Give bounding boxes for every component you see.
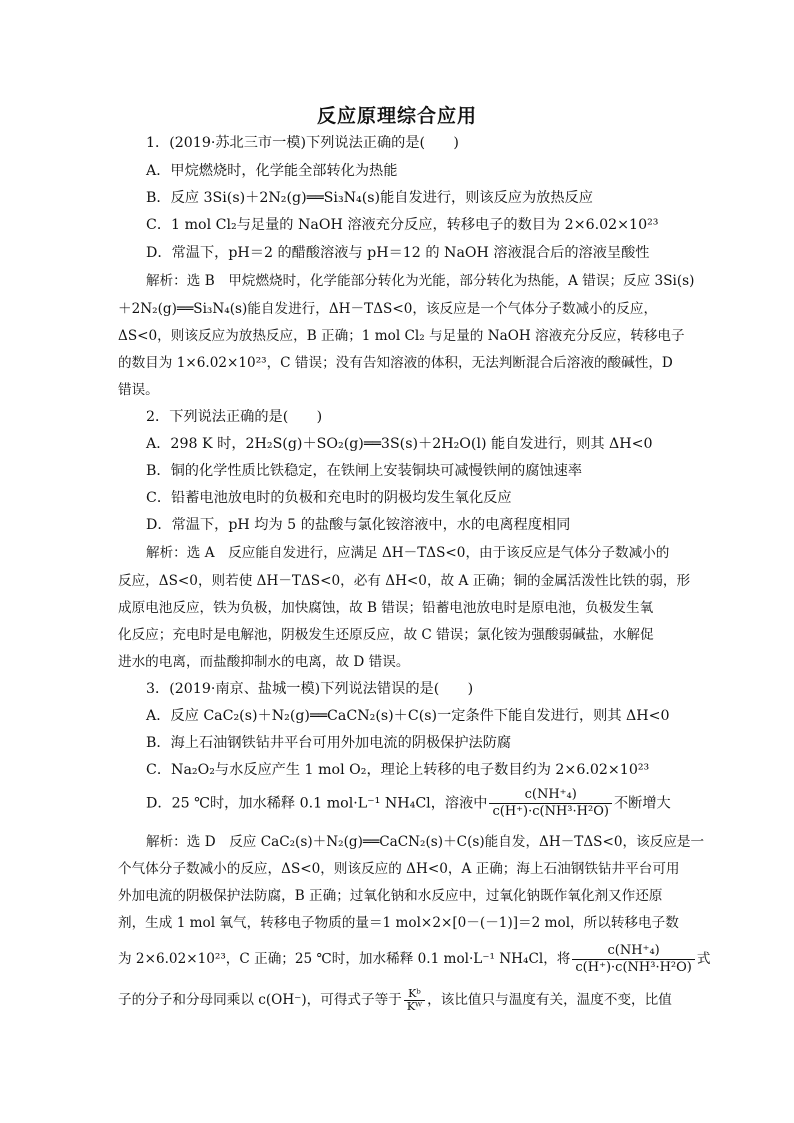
question-2-explanation-line: 解析：选 A 反应能自发进行，应满足 ΔH－TΔS<0，由于该反应是气体分子数减小的: [146, 545, 670, 561]
question-1-explanation-line: ＋2N₂(g)══Si₃N₄(s)能自发进行，ΔH－TΔS<0，该反应是一个气体分子数减小的反应，: [118, 301, 658, 317]
question-1-option-c: C．1 mol Cl₂与足量的 NaOH 溶液充分反应，转移电子的数目为 2×6.02×10²³: [146, 217, 659, 233]
fraction-denominator: Kᵂ: [406, 1000, 423, 1013]
equilibrium-constant-fraction: [404, 988, 425, 1013]
question-2-explanation-line: 反应，ΔS<0，则若使 ΔH－TΔS<0，必有 ΔH<0，故 A 正确；铜的金属活泼性比铁的弱，形: [118, 573, 691, 589]
question-2-option-d: D．常温下，pH 均为 5 的盐酸与氯化铵溶液中，水的电离程度相同: [146, 517, 571, 533]
question-2-option-a: A．298 K 时，2H₂S(g)＋SO₂(g)══3S(s)＋2H₂O(l) 能自发进行，则其 ΔH<0: [146, 436, 653, 452]
explanation-text: 子的分子和分母同乘以 c(OH⁻)，可得式子等于: [118, 992, 402, 1008]
question-2-stem: 2．下列说法正确的是( ): [146, 409, 323, 425]
option-d-text-end: 不断增大: [613, 795, 671, 812]
question-1-explanation-line: ΔS<0，则该反应为放热反应，B 正确；1 mol Cl₂ 与足量的 NaOH 溶液充分反应，转移电子: [118, 328, 685, 344]
concentration-ratio-fraction: [489, 787, 611, 820]
explanation-text: 为 2×6.02×10²³，C 正确；25 ℃时，加水稀释 0.1 mol·L⁻¹ NH₄Cl，将: [118, 951, 571, 967]
question-1-explanation-line: 的数目为 1×6.02×10²³，C 错误；没有告知溶液的体积，无法判断混合后溶液的酸碱性，D: [118, 355, 673, 371]
question-2-explanation-line: 化反应；充电时是电解池，阴极发生还原反应，故 C 错误；氯化铵为强酸弱碱盐，水解促: [118, 627, 654, 643]
question-1-explanation-line: 解析：选 B 甲烷燃烧时，化学能部分转化为光能，部分转化为热能，A 错误；反应 3Si(s): [146, 273, 695, 289]
question-2-option-b: B．铜的化学性质比铁稳定，在铁闸上安装铜块可减慢铁闸的腐蚀速率: [146, 463, 583, 479]
question-3-option-c: C．Na₂O₂与水反应产生 1 mol O₂，理论上转移的电子数目约为 2×6.02×10²³: [146, 762, 650, 778]
question-3-stem: 3．(2019·南京、盐城一模)下列说法错误的是( ): [146, 681, 474, 697]
fraction-numerator: Kᵇ: [404, 988, 425, 1001]
question-1-option-b: B．反应 3Si(s)＋2N₂(g)══Si₃N₄(s)能自发进行，则该反应为放热反应: [146, 190, 593, 206]
question-3-option-b: B．海上石油钢铁钻井平台可用外加电流的阴极保护法防腐: [146, 735, 512, 751]
question-1-stem: 1．(2019·苏北三市一模)下列说法正确的是( ): [146, 135, 459, 151]
question-2-option-c: C．铅蓄电池放电时的负极和充电时的阴极均发生氧化反应: [146, 490, 512, 506]
fraction-denominator: c(H⁺)·c(NH³·H²O): [575, 960, 692, 975]
question-1-option-d: D．常温下，pH＝2 的醋酸溶液与 pH＝12 的 NaOH 溶液混合后的溶液呈酸性: [146, 245, 650, 261]
fraction-numerator: c(NH⁺₄): [572, 943, 694, 960]
question-3-explanation-line: [118, 988, 672, 1013]
page-title: 反应原理综合应用: [316, 105, 477, 127]
question-2-explanation-line: 进水的电离，而盐酸抑制水的电离，故 D 错误。: [118, 654, 410, 670]
question-3-explanation-line: 剂，生成 1 mol 氧气，转移电子物质的量＝1 mol×2×[0－(－1)]＝2 mol，所以转移电子数: [118, 915, 679, 931]
fraction-numerator: c(NH⁺₄): [489, 787, 611, 804]
question-3-option-d: [146, 787, 671, 820]
explanation-text-end: 式: [696, 951, 711, 967]
question-3-option-a: A．反应 CaC₂(s)＋N₂(g)══CaCN₂(s)＋C(s)一定条件下能自发进行，则其 ΔH<0: [146, 708, 670, 724]
question-3-explanation-line: 个气体分子数减小的反应，ΔS<0，则该反应的 ΔH<0，A 正确；海上石油钢铁钻井平台可用: [118, 861, 680, 877]
concentration-ratio-fraction: [572, 943, 694, 976]
fraction-denominator: c(H⁺)·c(NH³·H²O): [492, 804, 609, 819]
explanation-text-end: ，该比值只与温度有关，温度不变，比值: [427, 992, 672, 1008]
question-1-explanation-line: 错误。: [118, 382, 159, 398]
question-3-explanation-line: 外加电流的阴极保护法防腐，B 正确；过氧化钠和水反应中，过氧化钠既作氧化剂又作还原: [118, 888, 663, 904]
question-3-explanation-line: 解析：选 D 反应 CaC₂(s)＋N₂(g)══CaCN₂(s)＋C(s)能自发，ΔH－TΔS<0，该反应是一: [146, 834, 705, 850]
question-2-explanation-line: 成原电池反应，铁为负极，加快腐蚀，故 B 错误；铅蓄电池放电时是原电池，负极发生氧: [118, 600, 654, 616]
option-d-text: D．25 ℃时，加水稀释 0.1 mol·L⁻¹ NH₄Cl，溶液中: [146, 795, 488, 812]
question-1-option-a: A．甲烷燃烧时，化学能全部转化为热能: [146, 163, 398, 179]
question-3-explanation-line: [118, 943, 710, 976]
